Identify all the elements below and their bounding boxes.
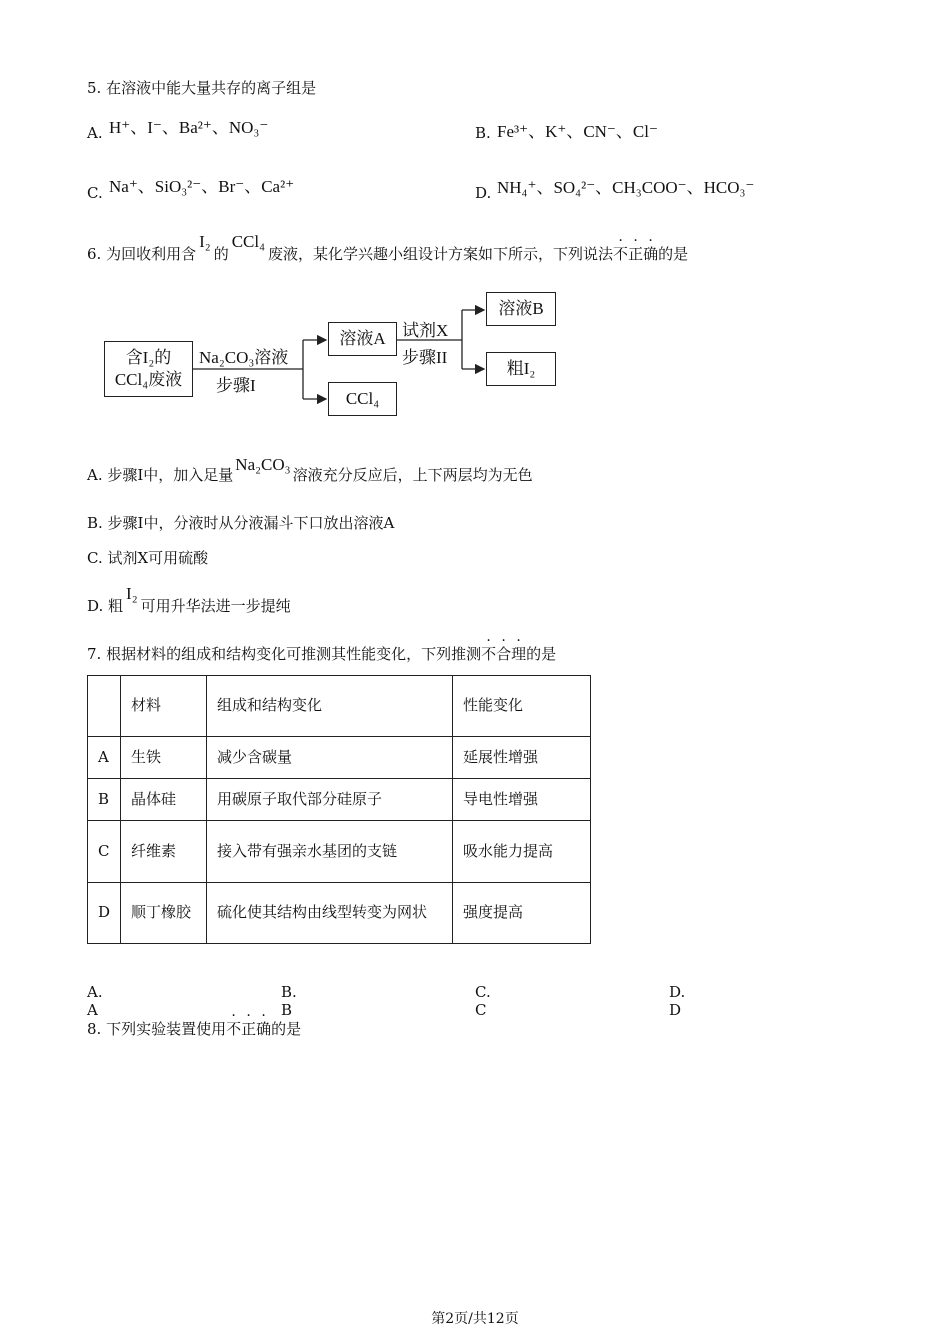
q5-option-a-label: A. xyxy=(87,124,103,142)
q5-option-a: H⁺、I⁻、Ba²⁺、NO₃⁻ xyxy=(109,118,269,137)
q6-option-b: B. 步骤I中，分液时从分液漏斗下口放出溶液A xyxy=(87,514,395,532)
table-cell: 延展性增强 xyxy=(453,737,591,779)
q7-choice-c: C. C xyxy=(475,983,491,1019)
table-cell: A xyxy=(88,737,121,779)
table-header-cell: 性能变化 xyxy=(453,676,591,737)
q5-option-c: Na⁺、SiO₃²⁻、Br⁻、Ca²⁺ xyxy=(109,177,295,196)
table-row xyxy=(88,779,591,821)
q7-stem xyxy=(87,643,556,664)
q6-option-a xyxy=(87,455,533,485)
emphasis-char: 正 xyxy=(628,245,644,263)
flow-box-start: 含I₂的 CCl₄废液 xyxy=(104,341,193,397)
emphasis-char: 确 xyxy=(256,1020,272,1038)
q7-table xyxy=(87,675,591,944)
q6-option-a-text1: A. 步骤I中，加入足量 xyxy=(87,466,234,484)
flow-box-solB: 溶液B xyxy=(486,292,556,326)
flow-reagentX: 试剂X xyxy=(402,321,449,340)
table-header-cell: 材料 xyxy=(121,676,207,737)
table-header-cell xyxy=(88,676,121,737)
q6-option-d-chem: I₂ xyxy=(126,584,138,603)
q5-option-d: NH₄⁺、SO₄²⁻、CH₃COO⁻、HCO₃⁻ xyxy=(497,178,755,197)
q8-stem-a: 8. 下列实验装置使用 xyxy=(87,1020,227,1038)
table-cell: 晶体硅 xyxy=(121,779,207,821)
table-cell: 减少含碳量 xyxy=(207,737,453,779)
q5-option-d-label: D. xyxy=(475,184,492,202)
emphasis-char: 合 xyxy=(496,645,512,663)
q8-stem-b: 的是 xyxy=(271,1020,302,1038)
table-cell: D xyxy=(88,883,121,944)
q7-choice-b: B. B xyxy=(281,983,297,1019)
table-cell: C xyxy=(88,821,121,883)
emphasis-char: 不 xyxy=(481,645,497,663)
table-header-cell: 组成和结构变化 xyxy=(207,676,453,737)
q6-option-d xyxy=(87,584,291,616)
q7-choice-d: D. D xyxy=(669,983,686,1019)
q8-emphasis xyxy=(226,1020,271,1038)
table-row xyxy=(88,821,591,883)
q5-stem: 5. 在溶液中能大量共存的离子组是 xyxy=(87,79,317,97)
q6-stem-a: 6. 为回收利用含 xyxy=(87,245,197,263)
q6-option-a-chem: Na₂CO₃ xyxy=(235,455,291,474)
table-cell: 强度提高 xyxy=(453,883,591,944)
table-cell: 吸水能力提高 xyxy=(453,821,591,883)
q5-option-b: Fe³⁺、K⁺、CN⁻、Cl⁻ xyxy=(497,122,658,141)
q6-stem-b: 的 xyxy=(213,245,229,263)
q6-ccl4: CCl₄ xyxy=(231,232,266,251)
q5-option-c-label: C. xyxy=(87,184,103,202)
q7-emphasis xyxy=(481,645,526,663)
flow-box-ccl4: CCl₄ xyxy=(328,382,397,416)
emphasis-char: 正 xyxy=(241,1020,257,1038)
table-cell: 接入带有强亲水基团的支链 xyxy=(207,821,453,883)
q6-i2: I₂ xyxy=(199,232,211,251)
flow-step1: 步骤I xyxy=(216,376,256,395)
emphasis-char: 理 xyxy=(511,645,527,663)
q8-stem xyxy=(87,1018,301,1039)
q6-option-d-text2: 可用升华法进一步提纯 xyxy=(140,597,291,615)
table-row xyxy=(88,737,591,779)
table-row xyxy=(88,883,591,944)
table-cell: 生铁 xyxy=(121,737,207,779)
q6-stem-d: 的是 xyxy=(658,245,689,263)
table-cell: 用碳原子取代部分硅原子 xyxy=(207,779,453,821)
q6-option-a-text2: 溶液充分反应后，上下两层均为无色 xyxy=(292,466,533,484)
table-cell: B xyxy=(88,779,121,821)
q7-stem-b: 的是 xyxy=(526,645,557,663)
q5-option-b-label: B. xyxy=(475,124,491,142)
q6-option-c: C. 试剂X可用硫酸 xyxy=(87,549,209,567)
emphasis-char: 不 xyxy=(226,1020,242,1038)
table-cell: 顺丁橡胶 xyxy=(121,883,207,944)
q6-stem-c: 废液，某化学兴趣小组设计方案如下所示，下列说法 xyxy=(268,245,614,263)
q6-option-d-text1: D. 粗 xyxy=(87,597,124,615)
q7-stem-a: 7. 根据材料的组成和结构变化可推测其性能变化，下列推测 xyxy=(87,645,482,663)
table-header-row xyxy=(88,676,591,737)
emphasis-char: 确 xyxy=(643,245,659,263)
table-cell: 纤维素 xyxy=(121,821,207,883)
emphasis-char: 不 xyxy=(613,245,629,263)
flow-step2: 步骤II xyxy=(402,348,448,367)
table-cell: 导电性增强 xyxy=(453,779,591,821)
page-footer: 第2页/共12页 xyxy=(431,1311,519,1327)
flow-box-crude: 粗I₂ xyxy=(486,352,556,386)
flow-reagent1: Na₂CO₃溶液 xyxy=(199,348,289,367)
flow-box-solA: 溶液A xyxy=(328,322,397,356)
table-cell: 硫化使其结构由线型转变为网状 xyxy=(207,883,453,944)
q7-choice-a: A. A xyxy=(87,983,103,1019)
